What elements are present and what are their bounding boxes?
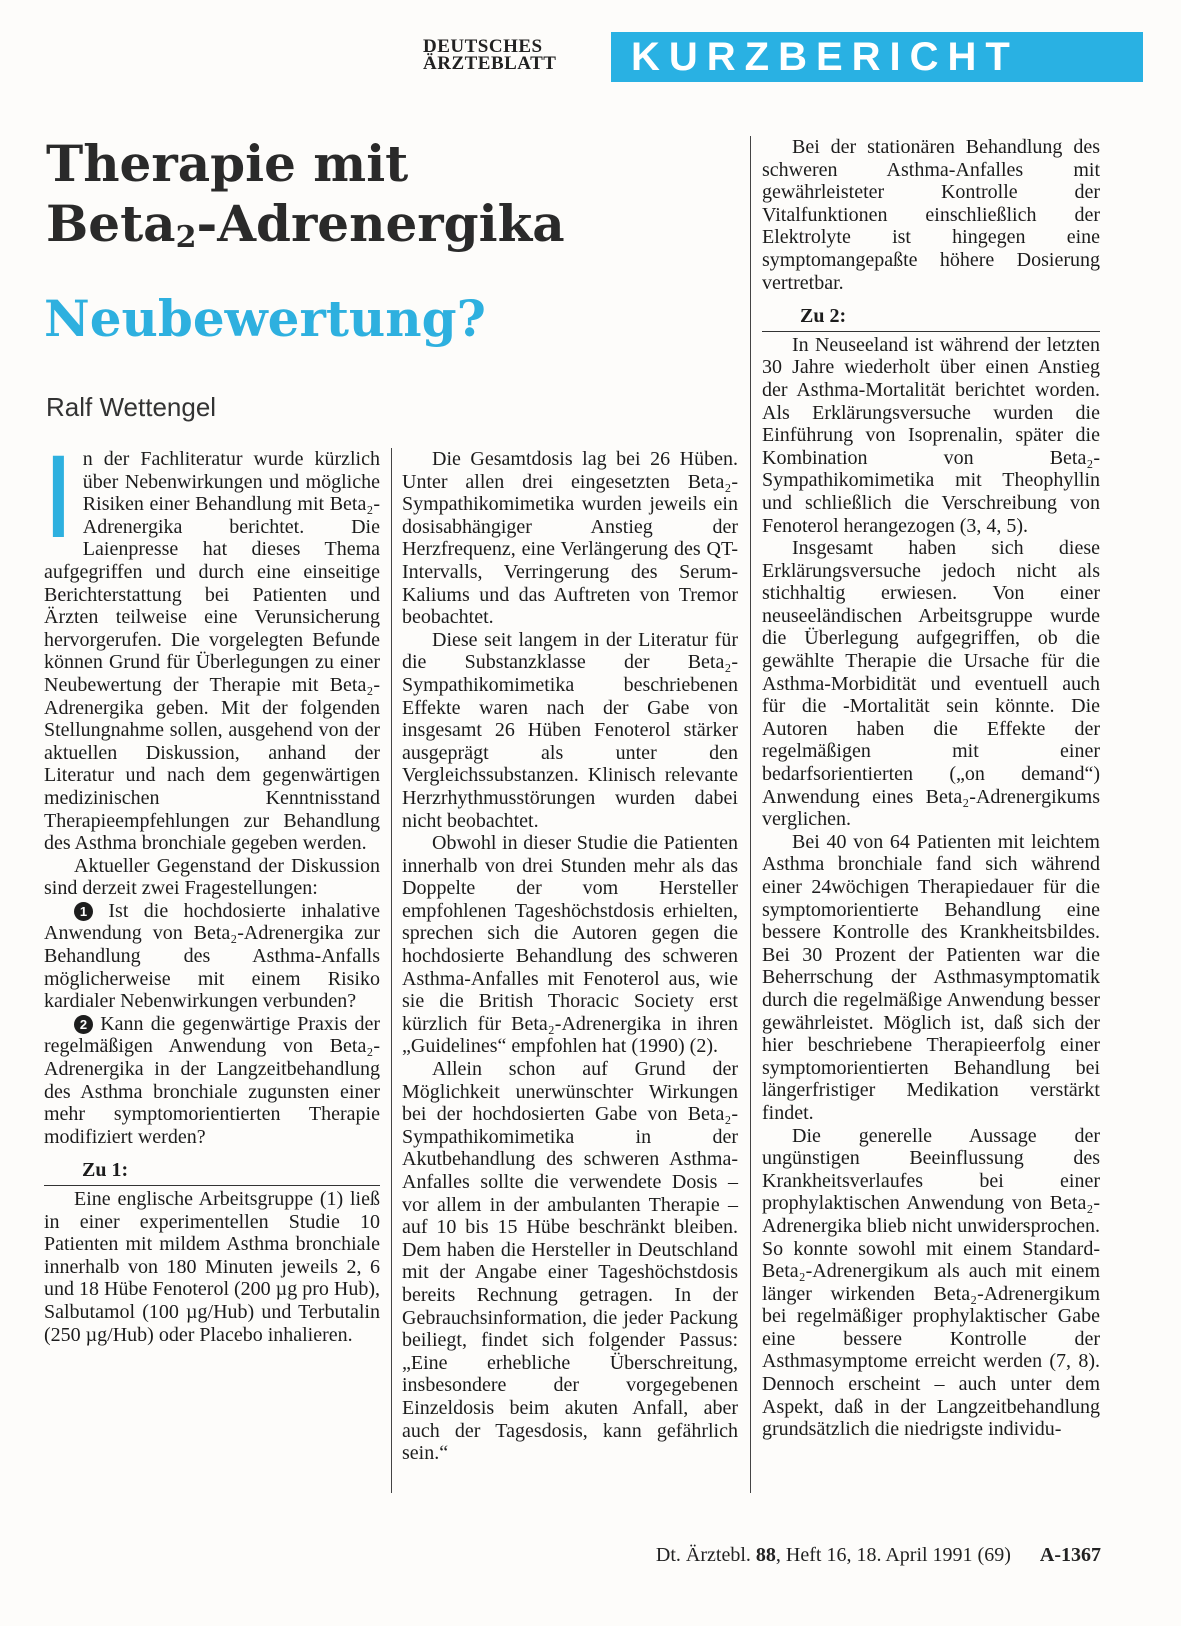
paragraph: Die generelle Aussage der ungünstigen Beeinflussung des Krankheitsverlaufes bei einer prophylaktischen Anwendung von Beta₂-Adrenergika blieb nicht unwidersprochen. So konnte sowohl mit einem Standard-Beta₂-Adrenergikum als auch mit einem länger wirkenden Beta₂-Adrenergikum bei regelmäßiger prophylaktischer Gabe eine bessere Kontrolle der Asthmasymptome erreicht werden (7, 8). Dennoch erscheint – auch unter dem Aspekt, daß in der Langzeitbehandlung grundsätzlich die niedrigste individu- [762,1124,1100,1441]
journal-logo [423,38,598,72]
number-1-badge: 1 [74,902,93,921]
column-rule-2 [750,136,751,1493]
question-2 [44,1013,380,1149]
page-footer [656,1544,1101,1567]
footer-issue: , Heft 16, 18. April 1991 (69) [775,1544,1011,1566]
title-line-2-pre: Beta [46,194,176,253]
column-1 [42,431,381,1346]
column-rule-1 [391,448,392,1493]
question-2-text: Kann die gegenwärtige Praxis der regelmäßigen Anwendung von Beta₂-Adrenergika in der Langzeitbehandlung des Asthma bronchiale zugunsten einer mehr symptomorientierten Therapie modifiziert werden? [44,1012,381,1148]
author-name: Ralf Wettengel [46,392,217,422]
number-2-badge: 2 [74,1015,93,1034]
column-3 [762,136,1100,1441]
article-subtitle: Neubewertung? [44,289,486,348]
title-line-2-post: -Adrenergika [196,194,565,253]
column-2 [402,448,738,1465]
paragraph: Obwohl in dieser Studie die Patienten innerhalb von drei Stunden mehr als das Doppelte der vom Hersteller empfohlenen Tageshöchstdosis erhielten, sprechen sich die Autoren gegen die hochdosierte Behandlung des schweren Asthma-Anfalles mit Fenoterol aus, wie sie die British Thoracic Society erst kürzlich für Beta₂-Adrenergika in ihren „Guidelines“ empfohlen hat (1990) (2). [402,832,738,1058]
paragraph: Bei 40 von 64 Patienten mit leichtem Asthma bronchiale fand sich während einer 24wöchigen Therapiedauer für die symptomorientierte Behandlung eine bessere Kontrolle des Krankheitsbildes. Bei 30 Prozent der Patienten war die Beherrschung der Asthmasymptomatik durch die regelmäßige Anwendung besser gewährleistet. Möglich ist, daß sich der hier beschriebene Therapieerfolg einer symptomorientierten Behandlung bei längerfristiger Medikation verstärkt findet. [762,830,1100,1124]
paragraph-intro [42,431,380,855]
paragraph: Diese seit langem in der Literatur für die Substanzklasse der Beta₂-Sympathikomimetika beschriebenen Effekte waren nach der Gabe von insgesamt 26 Hüben Fenoterol stärker ausgeprägt als unter den Vergleichssubstanzen. Klinisch relevante Herzrhythmusstörungen wurden dabei nicht beobachtet. [402,628,738,832]
paragraph: Die Gesamtdosis lag bei 26 Hüben. Unter allen drei eingesetzten Beta₂-Sympathikomimetika wurden jeweils ein dosisabhängiger Anstieg der Herzfrequenz, eine Verlängerung des QT-Intervalls, Verringerung des Serum-Kaliums und das Auftreten von Tremor beobachtet. [402,448,738,629]
paragraph: Allein schon auf Grund der Möglichkeit unerwünschter Wirkungen bei der hochdosierten Gabe von Beta₂-Sympathikomimetika in der Akutbehandlung des schweren Asthma-Anfalles sollte die verwendete Dosis – vor allem in der ambulanten Therapie – auf 10 bis 15 Hübe beschränkt bleiben. Dem haben die Hersteller in Deutschland mit der Angabe einer Tageshöchstdosis bereits Rechnung getragen. In der Gebrauchsinformation, die jeder Packung beiliegt, findet sich folgender Passus: „Eine erhebliche Überschreitung, insbesondere der vorgegebenen Einzeldosis beim akuten Anfall, aber auch der Tagesdosis, kann gefährlich sein.“ [402,1058,738,1465]
section-banner: KURZBERICHT [611,32,1143,82]
drop-cap: I [42,431,75,563]
article-title [46,134,746,254]
paragraph: In Neuseeland ist während der letzten 30 Jahre wiederholt über einen Anstieg der Asthma-Mortalität berichtet worden. Als Erklärungsversuche wurden die Einführung von Isoprenalin, später die Kombination von Beta₂-Sympathikomimetika mit Theophyllin und schließlich die Verschreibung von Fenoterol herangezogen (3, 4, 5). [762,333,1100,537]
paragraph-intro-text: n der Fachliteratur wurde kürzlich über Nebenwirkungen und mögliche Risiken einer Behandlung mit Beta₂-Adrenergika berichtet. Die Laienpresse hat dieses Thema aufgegriffen und durch eine einseitige Berichterstattung bei Patienten und Ärzten teilweise eine Verunsicherung hervorgerufen. Die vorgelegten Befunde können Grund für Überlegungen zu einer Neubewertung der Therapie mit Beta₂-Adrenergika geben. Mit der folgenden Stellungnahme sollen, ausgehend von der aktuellen Diskussion, anhand der Literatur und nach dem gegenwärtigen medizinischen Kenntnisstand Therapieempfehlungen zur Behandlung des Asthma bronchiale gegeben werden. [44,448,380,855]
title-line-1: Therapie mit [46,134,409,193]
footer-page-number: A-1367 [1039,1544,1101,1566]
question-1-text: Ist die hochdosierte inhalative Anwendung von Beta₂-Adrenergika zur Behandlung des Asthma-Anfalls möglicherweise mit einem Risiko kardialer Nebenwirkungen verbunden? [44,899,381,1013]
footer-journal: Dt. Ärztebl. [655,1544,751,1566]
paragraph: Insgesamt haben sich diese Erklärungsversuche jedoch nicht als stichhaltig erwiesen. Von einer neuseeländischen Arbeitsgruppe wurde die Überlegung aufgegriffen, ob die gewählte Therapie die Ursache für die Asthma-Morbidität und eventuell auch für die -Mortalität sein könnte. Die Autoren haben die Effekte der regelmäßigen mit einer bedarfsorientierten („on demand“) Anwendung eines Beta₂-Adrenergikums verglichen. [762,537,1100,831]
paragraph: Eine englische Arbeitsgruppe (1) ließ in einer experimentellen Studie 10 Patienten mit mildem Asthma bronchiale innerhalb von 180 Minuten jeweils 2, 6 und 18 Hübe Fenoterol (200 µg pro Hub), Salbutamol (100 µg/Hub) und Terbutalin (250 µg/Hub) oder Placebo inhalieren. [44,1188,380,1346]
question-1 [44,900,380,1013]
section-heading-zu-1: Zu 1: [44,1159,380,1186]
logo-line-1: DEUTSCHES [423,36,543,57]
paragraph: Aktueller Gegenstand der Diskussion sind derzeit zwei Fragestellungen: [44,854,380,900]
masthead [423,32,1143,82]
title-subscript: 2 [175,220,197,255]
logo-line-2: ÄRZTEBLATT [423,53,557,74]
section-heading-zu-2: Zu 2: [762,305,1100,332]
footer-volume: 88 [755,1544,776,1566]
paragraph: Bei der stationären Behandlung des schweren Asthma-Anfalles mit gewährleisteter Kontrolle der Vitalfunktionen einschließlich der Elektrolyte ist hingegen eine symptomangepaßte höhere Dosierung vertretbar. [762,136,1100,294]
